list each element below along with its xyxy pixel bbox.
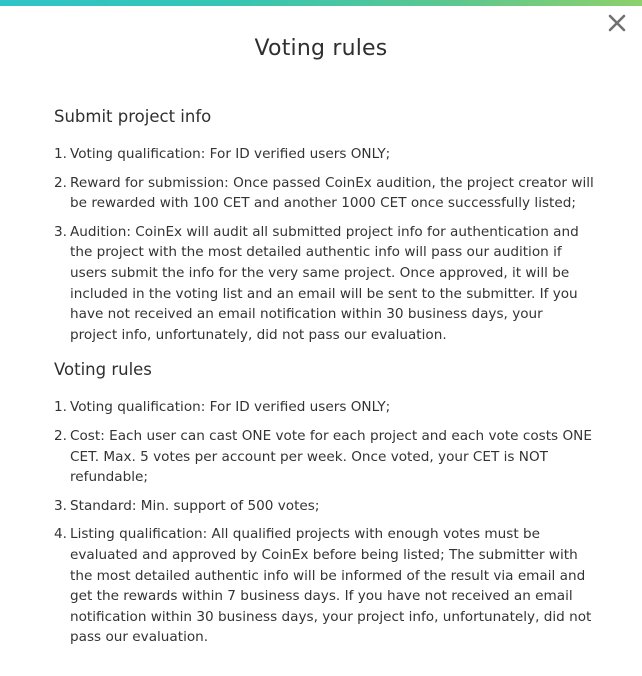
list-number: 1. [54,399,67,416]
list-item [54,496,594,517]
accent-bar [0,0,642,6]
list-item [54,222,594,346]
list-number: 2. [54,174,67,191]
list-number: 3. [54,223,67,240]
list-text: Voting qualification: For ID verified users ONLY; [70,399,391,416]
list-number: 1. [54,146,67,162]
section-title: Submit project info [54,107,212,126]
close-icon [606,12,628,34]
list-text: Audition: CoinEx will audit all submitted project info for authentication and the project with the most detailed authentic info will pass our audition if users submit the info for the very same project. Once approved, it will be included in the voting list and an email will be sent to the submitter. If you have not received an email notification within 30 business days, your project info, unfortunately, did not pass our evaluation. [70,223,579,343]
list-text: Listing qualification: All qualified projects with enough votes must be evaluated and approved by CoinEx before being listed; The submitter with the most detailed authentic info will be informed of the result via email and get the rewards within 7 business days. If you have not received an email notification within 30 business days, your project info, unfortunately, did not pass our evaluation. [70,526,592,646]
list-number: 4. [54,526,67,543]
list-item [54,397,594,418]
close-button[interactable] [606,12,628,34]
list-item [54,426,594,488]
rules-list [54,144,594,345]
section-submit-project-info [54,106,594,345]
section-title: Voting rules [54,360,152,380]
list-number: 3. [54,497,67,514]
list-text: Standard: Min. support of 500 votes; [70,497,320,514]
section-voting-rules [54,359,594,648]
list-text: Reward for submission: Once passed CoinEx audition, the project creator will be rewarded with 100 CET and another 1000 CET once successfully listed; [70,174,594,212]
list-item [54,144,594,165]
modal-title: Voting rules [254,36,388,61]
list-text: Voting qualification: For ID verified users ONLY; [70,146,391,162]
rules-list [54,397,594,648]
list-item [54,173,594,214]
list-item [54,524,594,648]
modal-content [54,106,594,656]
list-number: 2. [54,427,67,444]
list-text: Cost: Each user can cast ONE vote for each project and each vote costs ONE CET. Max. 5 votes per account per week. Once voted, your CET is NOT refundable; [70,427,592,486]
